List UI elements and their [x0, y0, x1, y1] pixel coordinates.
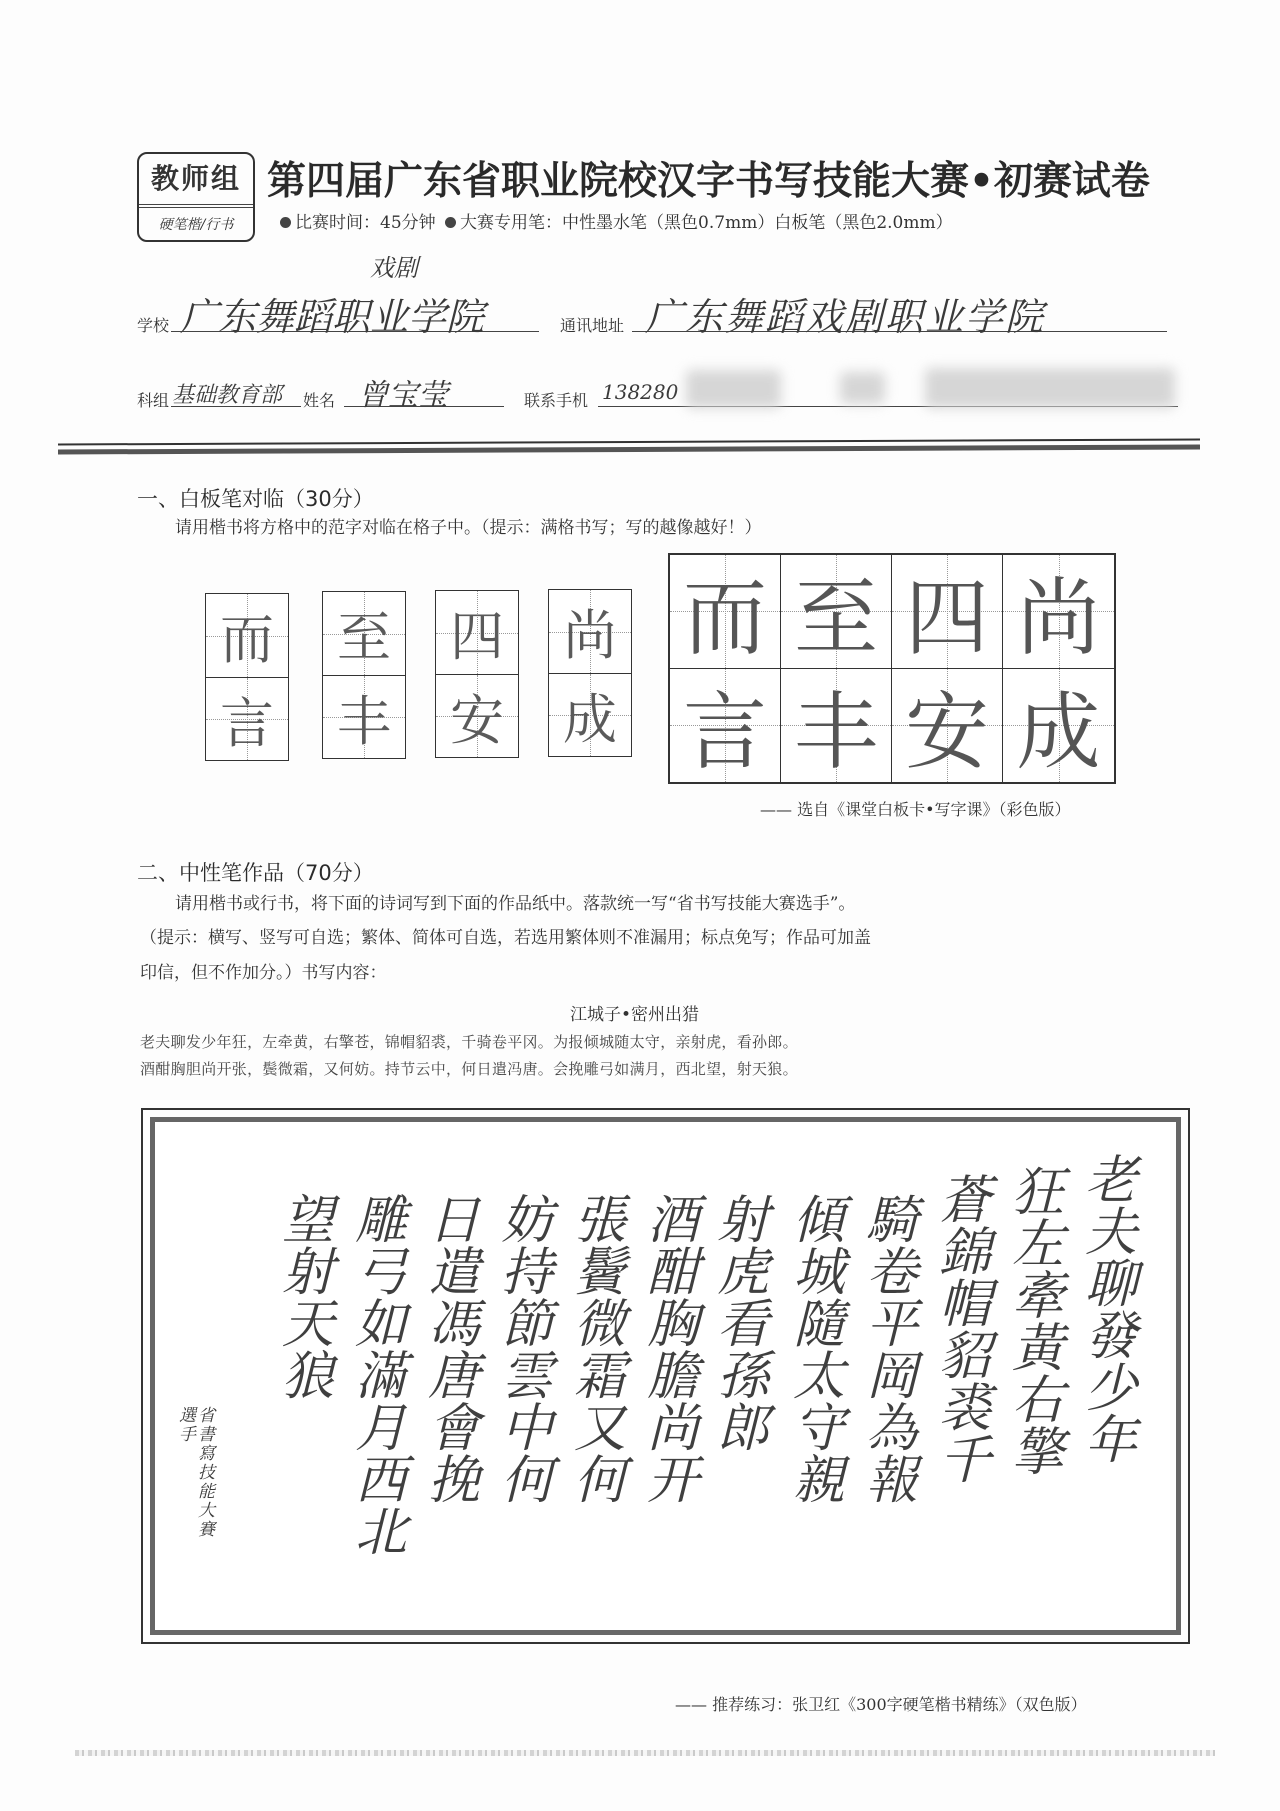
- model-char: 而: [682, 568, 767, 667]
- practice-char: 言: [220, 691, 274, 755]
- redacted-block: [686, 370, 781, 408]
- model-char: 安: [904, 682, 989, 781]
- section1-title: 一、白板笔对临（30分）: [137, 487, 374, 511]
- calligraphy-column: [996, 1152, 1069, 1620]
- column-text: 張鬢微霜又何: [564, 1192, 625, 1504]
- practice-box-3[interactable]: [435, 590, 519, 758]
- poem-line-1: 老夫聊发少年狂，左牵黄，右擎苍，锦帽貂裘，千骑卷平冈。为报倾城随太守，亲射虎，看孙郎。: [140, 1033, 798, 1051]
- school-insert-text: 戏剧: [370, 254, 418, 282]
- scan-artifact: [75, 1750, 1215, 1756]
- column-text: 傾城隨太守親: [783, 1192, 844, 1504]
- signature-line-1: 省書寫技能大賽: [194, 1406, 214, 1539]
- work-paper-frame[interactable]: [141, 1108, 1190, 1644]
- calligraphy-column: [485, 1152, 558, 1620]
- column-text: 老夫聊發少年: [1075, 1152, 1136, 1464]
- phone-label: 联系手机: [524, 391, 589, 410]
- section2-instruction-1: 请用楷书或行书，将下面的诗词写到下面的作品纸中。落款统一写“省书写技能大赛选手”。: [175, 894, 856, 914]
- practice-box-1[interactable]: [205, 593, 289, 761]
- calligraphy-column: [266, 1152, 339, 1620]
- bullet-icon: [280, 217, 291, 228]
- exam-title: 第四届广东省职业院校汉字书写技能大赛•初赛试卷: [267, 159, 1150, 204]
- group-badge-category: 硬笔楷/行书: [158, 217, 234, 233]
- dept-label: 科组: [137, 391, 170, 410]
- redacted-block: [840, 372, 885, 404]
- section1-credit: —— 选自《课堂白板卡•写字课》（彩色版）: [760, 800, 1071, 819]
- column-text: 雕弓如滿月西北: [345, 1192, 406, 1556]
- model-char: 至: [793, 568, 878, 667]
- signature: [173, 1406, 217, 1606]
- calligraphy-column: [631, 1152, 704, 1620]
- calligraphy-column: [777, 1152, 850, 1620]
- model-char: 成: [1016, 682, 1101, 781]
- phone-value: 138280: [602, 380, 679, 404]
- name-value: 曾宝莹: [358, 378, 448, 413]
- column-text: 狂左牽黃右擎: [1002, 1164, 1063, 1476]
- address-label: 通讯地址: [560, 316, 625, 335]
- group-badge: [137, 152, 255, 242]
- practice-box-4[interactable]: [548, 589, 632, 757]
- section2-instruction-2: （提示：横写、竖写可自选；繁体、简体可自选，若选用繁体则不准漏用；标点免写；作品可加盖: [140, 928, 871, 948]
- practice-char: 丰: [337, 689, 391, 753]
- column-text: 日遣馮唐會挽: [418, 1192, 479, 1504]
- practice-char: 安: [450, 688, 504, 752]
- poem-title: 江城子•密州出猎: [570, 1005, 700, 1025]
- model-character-grid: [668, 553, 1116, 784]
- exam-pens: 大赛专用笔：中性墨水笔（黑色0.7mm）白板笔（黑色2.0mm）: [460, 213, 953, 233]
- practice-char: 而: [220, 608, 274, 671]
- column-text: 蒼錦帽貂裘千: [929, 1172, 990, 1484]
- calligraphy-column: [412, 1152, 485, 1620]
- practice-char: 尚: [563, 604, 617, 667]
- section2-title: 二、中性笔作品（70分）: [137, 861, 374, 885]
- model-char: 四: [904, 568, 989, 667]
- model-char: 丰: [793, 682, 878, 781]
- exam-info: [280, 208, 953, 233]
- column-text: 酒酣胸膽尚开: [637, 1192, 698, 1504]
- address-value: 广东舞蹈戏剧职业学院: [645, 295, 1046, 339]
- school-value: 广东舞蹈职业学院: [180, 295, 485, 339]
- work-paper: [150, 1117, 1181, 1635]
- calligraphy-column: [850, 1152, 923, 1620]
- section1-instruction: 请用楷书将方格中的范字对临在格子中。（提示：满格书写；写的越像越好！）: [175, 518, 762, 538]
- section2-instruction-3: 印信，但不作加分。）书写内容：: [140, 963, 387, 983]
- group-badge-title: 教师组: [139, 154, 253, 208]
- redacted-block: [925, 368, 1175, 408]
- bullet-icon: [445, 217, 456, 228]
- exam-duration: 比赛时间：45分钟: [295, 213, 436, 233]
- practice-char: 四: [450, 605, 504, 668]
- dept-value: 基础教育部: [172, 383, 283, 408]
- calligraphy-column: [923, 1152, 996, 1620]
- signature-line-2: 選手: [175, 1406, 195, 1444]
- name-label: 姓名: [303, 391, 336, 410]
- model-char: 尚: [1016, 568, 1101, 667]
- column-text: 望射天狼: [272, 1192, 333, 1400]
- poem-line-2: 酒酣胸胆尚开张，鬓微霜，又何妨。持节云中，何日遣冯唐。会挽雕弓如满月，西北望，射天狼。: [140, 1060, 798, 1078]
- section2-credit: —— 推荐练习：张卫红《300字硬笔楷书精练》（双色版）: [675, 1695, 1087, 1714]
- column-text: 射虎看孫郎: [707, 1192, 768, 1452]
- calligraphy-column: [339, 1152, 412, 1620]
- column-text: 騎卷平岡為報: [856, 1192, 917, 1504]
- practice-box-2[interactable]: [322, 591, 406, 759]
- school-label: 学校: [137, 316, 170, 335]
- calligraphy-column: [704, 1152, 777, 1620]
- practice-char: 成: [563, 687, 617, 751]
- calligraphy-columns: [215, 1152, 1142, 1620]
- divider-line-thick: [58, 445, 1200, 455]
- practice-char: 至: [337, 606, 391, 669]
- calligraphy-column: [1069, 1152, 1142, 1620]
- model-char: 言: [682, 682, 767, 781]
- calligraphy-column: [558, 1152, 631, 1620]
- column-text: 妨持節雲中何: [491, 1192, 552, 1504]
